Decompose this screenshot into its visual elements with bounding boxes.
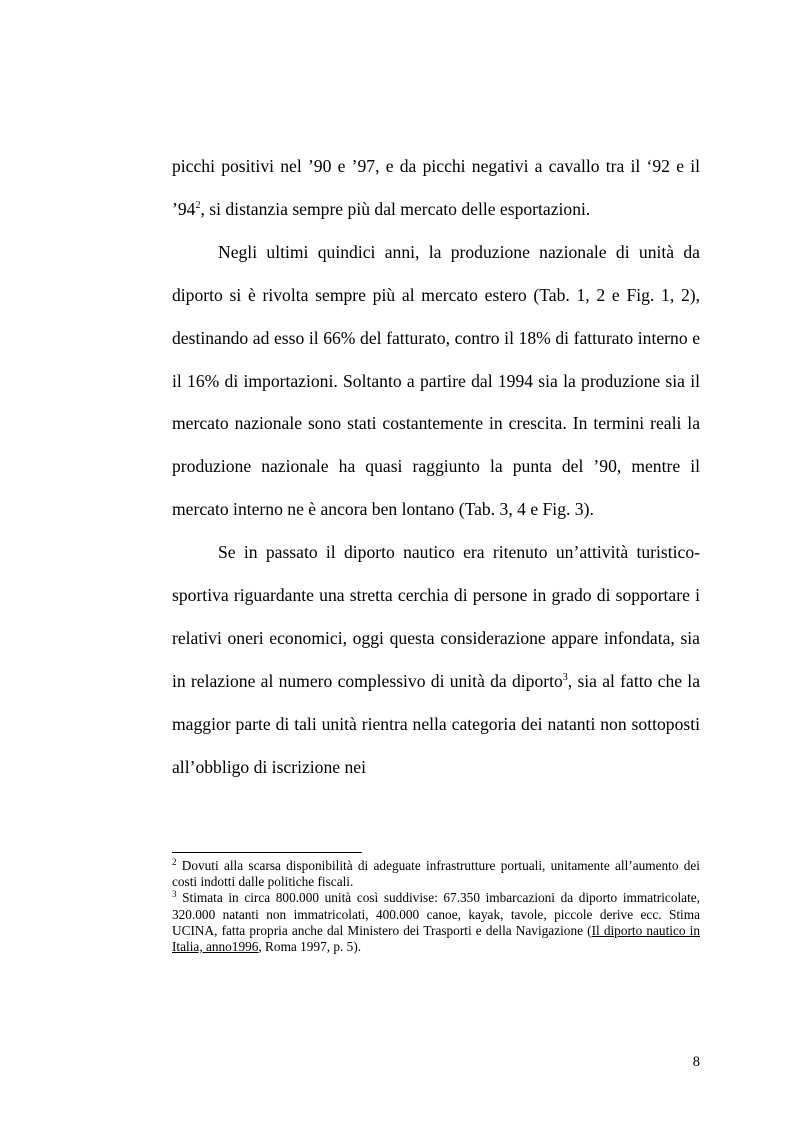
footnote-mark-3: 3: [172, 889, 177, 900]
footnote-mark-2: 2: [172, 857, 177, 867]
paragraph-1-text-a: picchi positivi nel ’90 e ’97, e da picchi negativi a cavallo tra il ‘92 e il ’94: [172, 156, 700, 219]
body-text: [172, 145, 700, 789]
paragraph-1: [172, 145, 700, 231]
paragraph-3: [172, 531, 700, 788]
paragraph-3-text-a: Se in passato il diporto nautico era ritenuto un’attività turistico-sportiva riguardante una stretta cerchia di persone in grado di sopportare i relativi oneri economici, oggi questa considerazione appare infondata, sia in relazione al numero complessivo di unità da diporto: [172, 542, 700, 691]
paragraph-1-text-b: , si distanzia sempre più dal mercato delle esportazioni.: [200, 198, 591, 219]
footnote-3-text-a: Stimata in circa 800.000 unità così suddivise: 67.350 imbarcazioni da diporto immatricolate, 320.000 natanti non immatricolati, 400.000 canoe, kayak, tavole, piccole derive ecc. Stima UCINA, fatta propria anche dal Ministero dei Trasporti e della Navigazione (: [172, 890, 700, 938]
footnote-3-cited-title: Il diporto nautico in Italia, anno1996: [172, 922, 700, 955]
footnote-ref-3[interactable]: 3: [562, 671, 568, 683]
footnote-3: [172, 890, 700, 955]
paragraph-3-text-b: , sia al fatto che la maggior parte di tali unità rientra nella categoria dei natanti non sottoposti all’obbligo di iscrizione nei: [172, 670, 701, 777]
footnote-2: [172, 858, 700, 890]
footnotes: [172, 858, 700, 955]
footnote-ref-2[interactable]: 2: [195, 199, 201, 211]
footnote-2-text: Dovuti alla scarsa disponibilità di adeguate infrastrutture portuali, unitamente all’aumento dei costi indotti dalle politiche fiscali.: [172, 858, 700, 890]
footnote-3-text-b: , Roma 1997, p. 5).: [258, 939, 362, 955]
page-number: 8: [692, 1054, 700, 1070]
footnote-separator: [172, 852, 362, 853]
paragraph-2: Negli ultimi quindici anni, la produzione nazionale di unità da diporto si è rivolta sempre più al mercato estero (Tab. 1, 2 e Fig. 1, 2), destinando ad esso il 66% del fatturato, contro il 18% di fatturato interno e il 16% di importazioni. Soltanto a partire dal 1994 sia la produzione sia il mercato nazionale sono stati costantemente in crescita. In termini reali la produzione nazionale ha quasi raggiunto la punta del ’90, mentre il mercato interno ne è ancora ben lontano (Tab. 3, 4 e Fig. 3).: [172, 241, 700, 520]
